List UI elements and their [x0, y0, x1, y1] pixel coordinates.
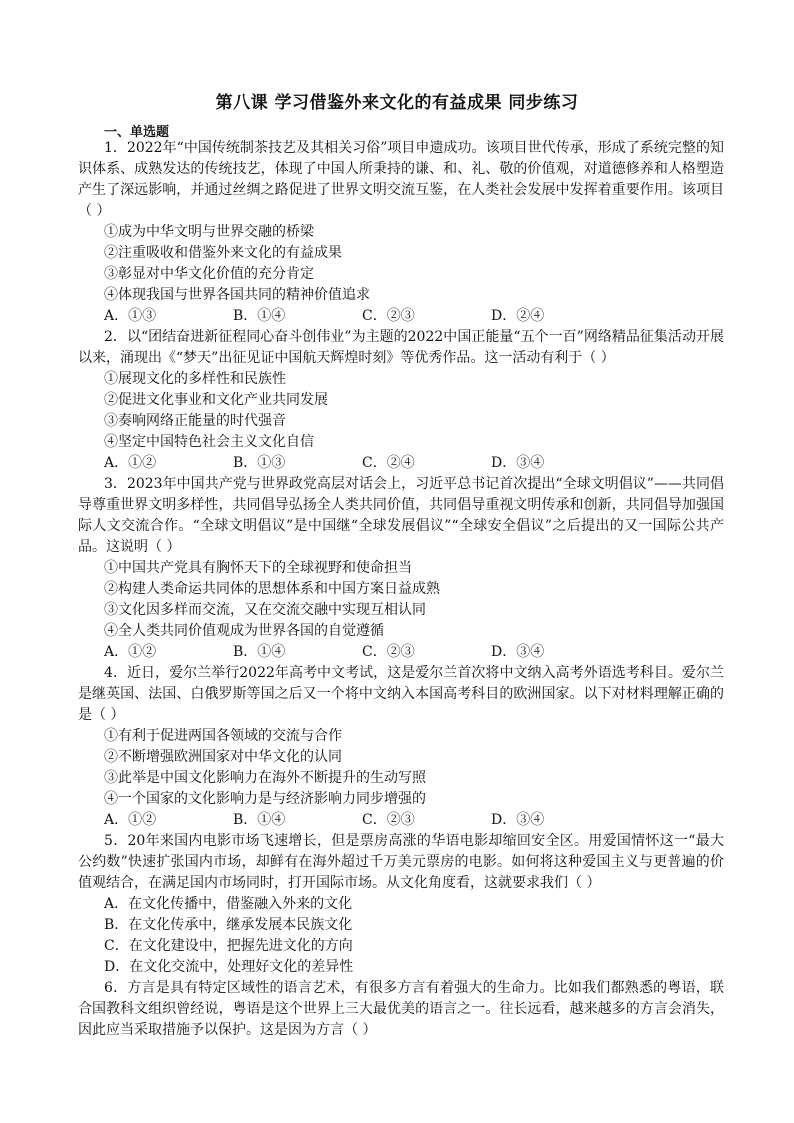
choice-b: B．①④: [233, 812, 286, 828]
question-1: [78, 138, 724, 327]
choice-a: A．①③: [104, 308, 157, 324]
statement-option: ①展现文化的多样性和民族性: [104, 371, 286, 387]
question-stem: 2．以“团结奋进新征程同心奋斗创伟业”为主题的2022中国正能量“五个一百”网络精品征集活动开展以来，涌现出《“梦天”出征见证中国航天辉煌时刻》等优秀作品。这一活动有利于（ ）: [78, 329, 724, 366]
choice-c: C．②③: [362, 308, 415, 324]
choice-a: A．①②: [104, 812, 157, 828]
answer-choices: [78, 453, 724, 474]
statement-option: ③此举是中国文化影响力在海外不断提升的生动写照: [104, 770, 426, 786]
statement-option: ②构建人类命运共同体的思想体系和中国方案日益成熟: [104, 581, 440, 597]
question-list: [78, 138, 724, 1041]
question-3: [78, 474, 724, 663]
statement-option: ④全人类共同价值观成为世界各国的自觉遵循: [104, 623, 384, 639]
question-stem: 3．2023年中国共产党与世界政党高层对话会上，习近平总书记首次提出“全球文明倡议”——共同倡导尊重世界文明多样性，共同倡导弘扬全人类共同价值，共同倡导重视文明传承和创新，共同倡导加强国际人文交流合作。“全球文明倡议”是中国继“全球发展倡议”“全球安全倡议”之后提出的又一国际公共产品。这说明（ ）: [78, 476, 724, 555]
page-title: 第八课 学习借鉴外来文化的有益成果 同步练习: [215, 93, 579, 113]
choice-b: B．①③: [233, 455, 286, 471]
choice-d: D．②④: [491, 308, 545, 324]
statement-option: ④一个国家的文化影响力是与经济影响力同步增强的: [104, 791, 426, 807]
answer-option: C．在文化建设中，把握先进文化的方向: [104, 938, 353, 954]
answer-choices: [78, 306, 724, 327]
choice-c: C．②③: [362, 812, 415, 828]
question-stem: 6．方言是具有特定区域性的语言艺术，有很多方言有着强大的生命力。比如我们都熟悉的粤语，联合国教科文组织曾经说，粤语是这个世界上三大最优美的语言之一。往长远看，越来越多的方言会消失，因此应当采取措施予以保护。这是因为方言（ ）: [78, 980, 724, 1038]
statement-option: ①成为中华文明与世界交融的桥梁: [104, 224, 314, 240]
statement-option: ④体现我国与世界各国共同的精神价值追求: [104, 287, 370, 303]
answer-option: A．在文化传播中，借鉴融入外来的文化: [104, 896, 353, 912]
statement-option: ②注重吸收和借鉴外来文化的有益成果: [104, 245, 342, 261]
answer-choices: [78, 810, 724, 831]
choice-d: D．③④: [491, 644, 545, 660]
choice-b: B．①④: [233, 644, 286, 660]
choice-c: C．②④: [362, 455, 415, 471]
statement-option: ②促进文化事业和文化产业共同发展: [104, 392, 328, 408]
answer-option: B．在文化传承中，继承发展本民族文化: [104, 917, 353, 933]
statement-option: ③彰显对中华文化价值的充分肯定: [104, 266, 314, 282]
question-stem: 5．20年来国内电影市场飞速增长，但是票房高涨的华语电影却缩回安全区。用爱国情怀这一“最大公约数”快速扩张国内市场，却鲜有在海外超过千万美元票房的电影。如何将这种爱国主义与更普遍的价值观结合，在满足国内市场同时，打开国际市场。从文化角度看，这就要求我们（ ）: [78, 833, 724, 891]
answer-choices: [78, 642, 724, 663]
choice-c: C．②③: [362, 644, 415, 660]
section-heading: 一、单选题: [104, 125, 170, 140]
statement-option: ③奏响网络正能量的时代强音: [104, 413, 286, 429]
answer-option: D．在文化交流中，处理好文化的差异性: [104, 959, 354, 975]
statement-option: ④坚定中国特色社会主义文化自信: [104, 434, 314, 450]
choice-a: A．①②: [104, 455, 157, 471]
question-5: [78, 831, 724, 978]
question-6: [78, 978, 724, 1041]
question-2: [78, 327, 724, 474]
choice-a: A．①②: [104, 644, 157, 660]
choice-d: D．③④: [491, 455, 545, 471]
statement-option: ①中国共产党具有胸怀天下的全球视野和使命担当: [104, 560, 412, 576]
statement-option: ③文化因多样而交流，又在交流交融中实现互相认同: [104, 602, 426, 618]
choice-d: D．③④: [491, 812, 545, 828]
statement-option: ①有利于促进两国各领域的交流与合作: [104, 728, 342, 744]
choice-b: B．①④: [233, 308, 286, 324]
question-stem: 4．近日，爱尔兰举行2022年高考中文考试，这是爱尔兰首次将中文纳入高考外语选考科目。爱尔兰是继英国、法国、白俄罗斯等国之后又一个将中文纳入本国高考科目的欧洲国家。以下对材料理解正确的是（ ）: [78, 665, 724, 723]
question-4: [78, 663, 724, 831]
question-stem: 1．2022年“中国传统制茶技艺及其相关习俗”项目申遗成功。该项目世代传承，形成了系统完整的知识体系、成熟发达的传统技艺，体现了中国人所秉持的谦、和、礼、敬的价值观，对道德修养和人格塑造产生了深远影响，并通过丝绸之路促进了世界文明交流互鉴，在人类社会发展中发挥着重要作用。该项目（ ）: [78, 140, 724, 219]
statement-option: ②不断增强欧洲国家对中华文化的认同: [104, 749, 342, 765]
